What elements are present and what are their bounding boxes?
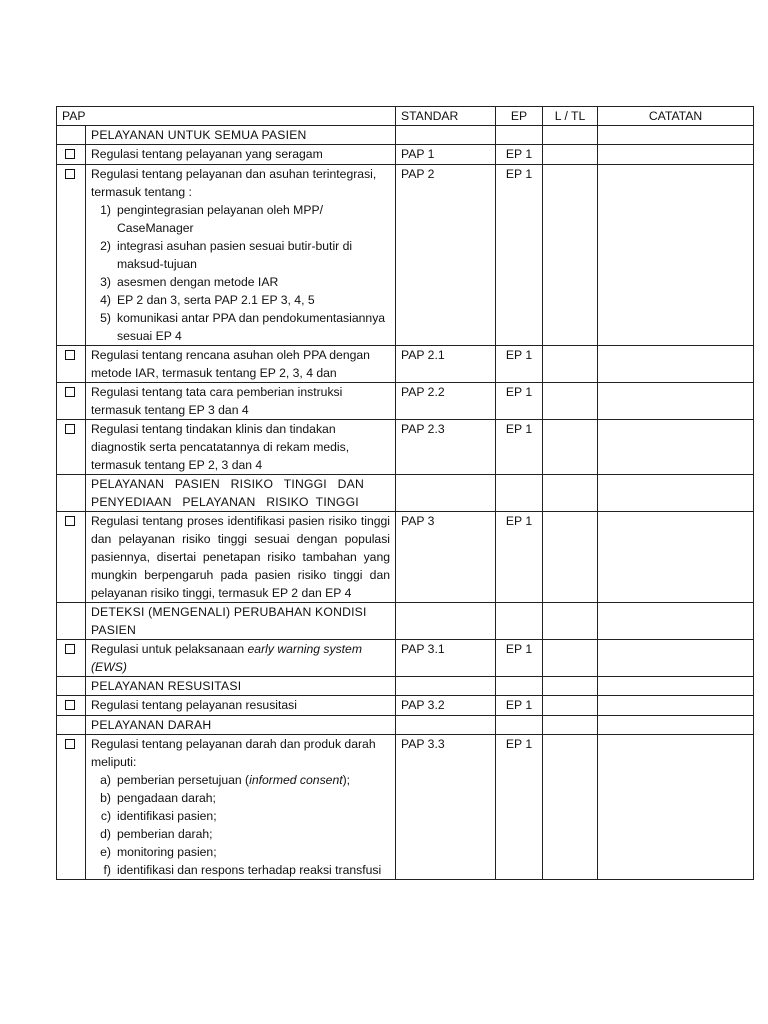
table-row xyxy=(57,420,754,475)
table-row xyxy=(57,640,754,677)
checklist-table xyxy=(56,106,754,880)
ep-cell: EP 1 xyxy=(496,640,543,677)
item-list xyxy=(91,771,390,879)
catatan-cell[interactable] xyxy=(598,735,754,880)
checkbox[interactable] xyxy=(65,424,75,434)
list-item: a) pemberian persetujuan (informed consent); xyxy=(100,773,351,787)
regulation-text: Regulasi tentang proses identifikasi pasien risiko tinggi dan pelayanan risiko tinggi sesuai dengan populasi pasiennya, disertai penetapan risiko tambahan yang mungkin berpengaruh pada pasien risiko tinggi dan pelayanan risiko tinggi, termasuk EP 2 dan EP 4 xyxy=(86,512,396,603)
table-row xyxy=(57,735,754,880)
catatan-cell[interactable] xyxy=(598,512,754,603)
catatan-cell[interactable] xyxy=(598,346,754,383)
header-l-tl: L / TL xyxy=(543,107,598,126)
regulation-text: Regulasi untuk pelaksanaan early warning system (EWS) xyxy=(86,640,396,677)
catatan-cell[interactable] xyxy=(598,383,754,420)
table-row xyxy=(57,346,754,383)
ep-cell: EP 1 xyxy=(496,145,543,165)
catatan-cell[interactable] xyxy=(598,420,754,475)
list-item: b) pengadaan darah; xyxy=(100,791,216,805)
table-row xyxy=(57,696,754,716)
l-tl-cell[interactable] xyxy=(543,165,598,346)
list-item: e) monitoring pasien; xyxy=(100,845,217,859)
section-title: PELAYANAN PASIEN RISIKO TINGGI DAN PENYEDIAAN PELAYANAN RISIKO TINGGI xyxy=(86,475,396,512)
list-item: 5) komunikasi antar PPA dan pendokumentasiannya sesuai EP 4 xyxy=(100,311,386,343)
ep-cell: EP 1 xyxy=(496,696,543,716)
header-standar: STANDAR xyxy=(396,107,496,126)
section-row xyxy=(57,475,754,512)
table-row xyxy=(57,145,754,165)
header-catatan: CATATAN xyxy=(598,107,754,126)
l-tl-cell[interactable] xyxy=(543,383,598,420)
checkbox[interactable] xyxy=(65,644,75,654)
table-row xyxy=(57,383,754,420)
standar-cell: PAP 3 xyxy=(396,512,496,603)
item-list xyxy=(91,201,390,345)
l-tl-cell[interactable] xyxy=(543,512,598,603)
header-ep: EP xyxy=(496,107,543,126)
section-row xyxy=(57,716,754,735)
ep-cell: EP 1 xyxy=(496,735,543,880)
section-title: PELAYANAN UNTUK SEMUA PASIEN xyxy=(86,126,396,145)
section-title: PELAYANAN RESUSITASI xyxy=(86,677,396,696)
regulation-text: Regulasi tentang pelayanan yang seragam xyxy=(86,145,396,165)
header-pap: PAP xyxy=(57,107,396,126)
table-row xyxy=(57,165,754,346)
list-item: 2) integrasi asuhan pasien sesuai butir-butir di maksud-tujuan xyxy=(100,239,353,271)
list-item: c) identifikasi pasien; xyxy=(100,809,217,823)
section-row xyxy=(57,126,754,145)
standar-cell: PAP 3.2 xyxy=(396,696,496,716)
standar-cell: PAP 3.1 xyxy=(396,640,496,677)
ep-cell: EP 1 xyxy=(496,346,543,383)
list-item: 3) asesmen dengan metode IAR xyxy=(100,275,279,289)
section-row xyxy=(57,603,754,640)
l-tl-cell[interactable] xyxy=(543,735,598,880)
standar-cell: PAP 2.3 xyxy=(396,420,496,475)
standar-cell: PAP 3.3 xyxy=(396,735,496,880)
l-tl-cell[interactable] xyxy=(543,145,598,165)
regulation-text: Regulasi tentang tindakan klinis dan tindakan diagnostik serta pencatatannya di rekam medis, termasuk tentang EP 2, 3 dan 4 xyxy=(86,420,396,475)
regulation-text: Regulasi tentang pelayanan resusitasi xyxy=(86,696,396,716)
list-item: d) pemberian darah; xyxy=(100,827,213,841)
regulation-text: Regulasi tentang pelayanan darah dan produk darah meliputi: xyxy=(91,737,376,769)
checkbox[interactable] xyxy=(65,350,75,360)
regulation-text: Regulasi tentang rencana asuhan oleh PPA dengan metode IAR, termasuk tentang EP 2, 3, 4 dan xyxy=(86,346,396,383)
checkbox[interactable] xyxy=(65,149,75,159)
standar-cell: PAP 2.2 xyxy=(396,383,496,420)
list-item: 1) pengintegrasian pelayanan oleh MPP/ CaseManager xyxy=(100,203,323,235)
l-tl-cell[interactable] xyxy=(543,346,598,383)
catatan-cell[interactable] xyxy=(598,145,754,165)
checkbox[interactable] xyxy=(65,387,75,397)
ep-cell: EP 1 xyxy=(496,512,543,603)
catatan-cell[interactable] xyxy=(598,640,754,677)
ep-cell: EP 1 xyxy=(496,420,543,475)
header-row xyxy=(57,107,754,126)
checkbox[interactable] xyxy=(65,739,75,749)
regulation-text: Regulasi tentang tata cara pemberian instruksi termasuk tentang EP 3 dan 4 xyxy=(86,383,396,420)
ep-cell: EP 1 xyxy=(496,165,543,346)
table-row xyxy=(57,512,754,603)
regulation-text: Regulasi tentang pelayanan dan asuhan terintegrasi, termasuk tentang : xyxy=(91,167,377,199)
l-tl-cell[interactable] xyxy=(543,696,598,716)
standar-cell: PAP 2 xyxy=(396,165,496,346)
list-item: f) identifikasi dan respons terhadap reaksi transfusi xyxy=(103,863,382,877)
list-item: 4) EP 2 dan 3, serta PAP 2.1 EP 3, 4, 5 xyxy=(100,293,315,307)
standar-cell: PAP 1 xyxy=(396,145,496,165)
l-tl-cell[interactable] xyxy=(543,640,598,677)
catatan-cell[interactable] xyxy=(598,165,754,346)
checkbox[interactable] xyxy=(65,169,75,179)
checkbox[interactable] xyxy=(65,516,75,526)
l-tl-cell[interactable] xyxy=(543,420,598,475)
section-title: DETEKSI (MENGENALI) PERUBAHAN KONDISI PASIEN xyxy=(86,603,396,640)
catatan-cell[interactable] xyxy=(598,696,754,716)
standar-cell: PAP 2.1 xyxy=(396,346,496,383)
ep-cell: EP 1 xyxy=(496,383,543,420)
checkbox[interactable] xyxy=(65,700,75,710)
section-row xyxy=(57,677,754,696)
section-title: PELAYANAN DARAH xyxy=(86,716,396,735)
